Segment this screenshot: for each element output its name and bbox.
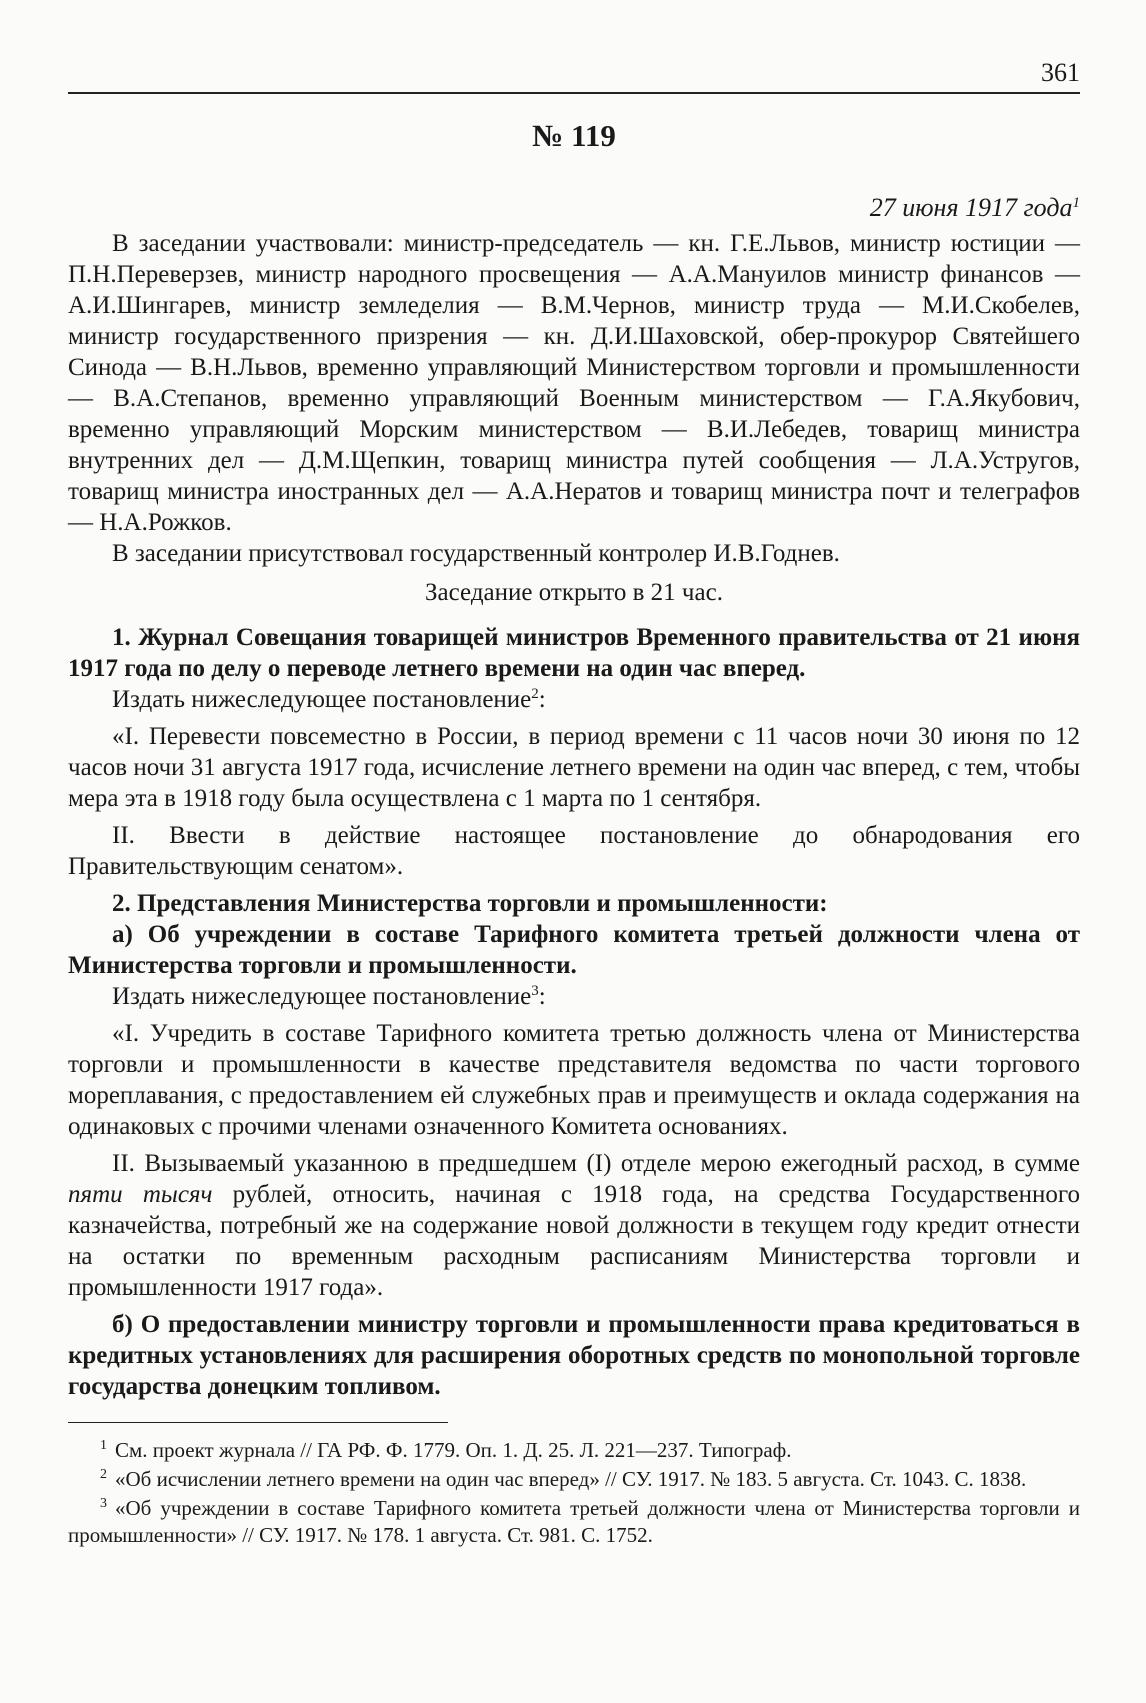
page-number: 361 xyxy=(1041,58,1080,87)
footnote-ref-3: 3 xyxy=(531,983,539,999)
session-opened: Заседание открыто в 21 час. xyxy=(425,579,723,606)
item1-resolve-colon: : xyxy=(538,686,546,713)
footnote-text: См. проект журнала // ГА РФ. Ф. 1779. Оп. 1. Д. 25. Л. 221—237. Типограф. xyxy=(115,1438,792,1462)
item1-clause-1: «I. Перевести повсеместно в России, в период времени с 11 часов ночи 30 июня по 12 часов ночи 31 августа 1917 года, исчисление летнего времени на один час вперед, с тем, чтобы мера эта в 1918 году была осуществлена с 1 марта по 1 сентября. xyxy=(68,723,1080,812)
footnote-mark: 1 xyxy=(100,1438,107,1453)
document-body xyxy=(68,228,1080,1551)
document-date xyxy=(870,193,1080,223)
item1-clause-2: II. Ввести в действие настоящее постановление до обнародования его Правительствующим сенатом». xyxy=(68,822,1080,880)
footnote-mark: 3 xyxy=(100,1496,107,1511)
item2-clause-2-italic: пяти тысяч xyxy=(68,1181,213,1208)
item2-clause-2-start: II. Вызываемый указанною в предшедшем (I) отделе мерою ежегодный расход, в сумме xyxy=(112,1150,1080,1177)
item1-resolve xyxy=(68,684,1080,715)
footnote-text: «Об исчислении летнего времени на один час вперед» // СУ. 1917. № 183. 5 августа. Ст. 1043. С. 1838. xyxy=(115,1467,1027,1491)
footnote-1 xyxy=(68,1437,1080,1464)
item2-clause-2-end: рублей, относить, начиная с 1918 года, на средства Государственного казначейства, потребный же на содержание новой должности в текущем году кредит отнести на остатки по временным расходным расписаниям Министерства торговли и промышленности 1917 года». xyxy=(68,1181,1080,1301)
item1-heading: 1. Журнал Совещания товарищей министров Временного правительства от 21 июня 1917 года по делу о переводе летнего времени на один час вперед. xyxy=(68,624,1080,682)
item1-resolve-text: Издать нижеследующее постановление xyxy=(112,686,532,713)
item2-clause-2 xyxy=(68,1148,1080,1303)
date-text: 27 июня 1917 года xyxy=(869,193,1073,222)
footnote-3 xyxy=(68,1495,1080,1549)
item2-sub-a: а) Об учреждении в составе Тарифного комитета третьей должности члена от Министерства торговли и промышленности. xyxy=(68,921,1080,979)
footnote-2 xyxy=(68,1466,1080,1493)
item2-heading: 2. Представления Министерства торговли и промышленности: xyxy=(112,890,828,917)
document-number: № 119 xyxy=(532,118,616,153)
footnote-mark: 2 xyxy=(100,1467,107,1482)
footnote-rule xyxy=(68,1422,448,1423)
item2-resolve-text: Издать нижеследующее постановление xyxy=(112,983,532,1010)
item2-resolve-colon: : xyxy=(538,983,546,1010)
header-rule xyxy=(68,92,1080,94)
footnote-ref-1: 1 xyxy=(1072,195,1080,211)
footnote-text: «Об учреждении в составе Тарифного комитета третьей должности члена от Министерства торговли и промышленности» // СУ. 1917. № 178. 1 августа. Ст. 981. С. 1752. xyxy=(68,1496,1080,1547)
participants-paragraph: В заседании участвовали: министр-председатель — кн. Г.Е.Львов, министр юстиции — П.Н.Переверзев, министр народного просвещения — А.А.Мануилов министр финансов — А.И.Шингарев, министр земледелия — В.М.Чернов, министр труда — М.И.Скобелев, министр государственного призрения — кн. Д.И.Шаховской, обер-прокурор Святейшего Синода — В.Н.Львов, временно управляющий Министерством торговли и промышленности — В.А.Степанов, временно управляющий Военным министерством — Г.А.Якубович, временно управляющий Морским министерством — В.И.Лебедев, товарищ министра внутренних дел — Д.М.Щепкин, товарищ министра путей сообщения — Л.А.Устругов, товарищ министра иностранных дел — А.А.Нератов и товарищ министра почт и телеграфов — Н.А.Рожков. xyxy=(68,230,1080,536)
footnotes xyxy=(68,1437,1080,1549)
item2-sub-b: б) О предоставлении министру торговли и промышленности права кредитоваться в кредитных установлениях для расширения оборотных средств по монопольной торговле государства донецким топливом. xyxy=(68,1311,1080,1400)
footnote-ref-2: 2 xyxy=(531,686,539,702)
item2-clause-1: «I. Учредить в составе Тарифного комитета третью должность члена от Министерства торговли и промышленности в качестве представителя ведомства по части торгового мореплавания, с предоставлением ей служебных прав и преимуществ и оклада содержания на одинаковых с прочими членами означенного Комитета основаниях. xyxy=(68,1020,1080,1140)
controller-paragraph: В заседании присутствовал государственный контролер И.В.Годнев. xyxy=(112,540,840,567)
item2-resolve xyxy=(68,981,1080,1012)
